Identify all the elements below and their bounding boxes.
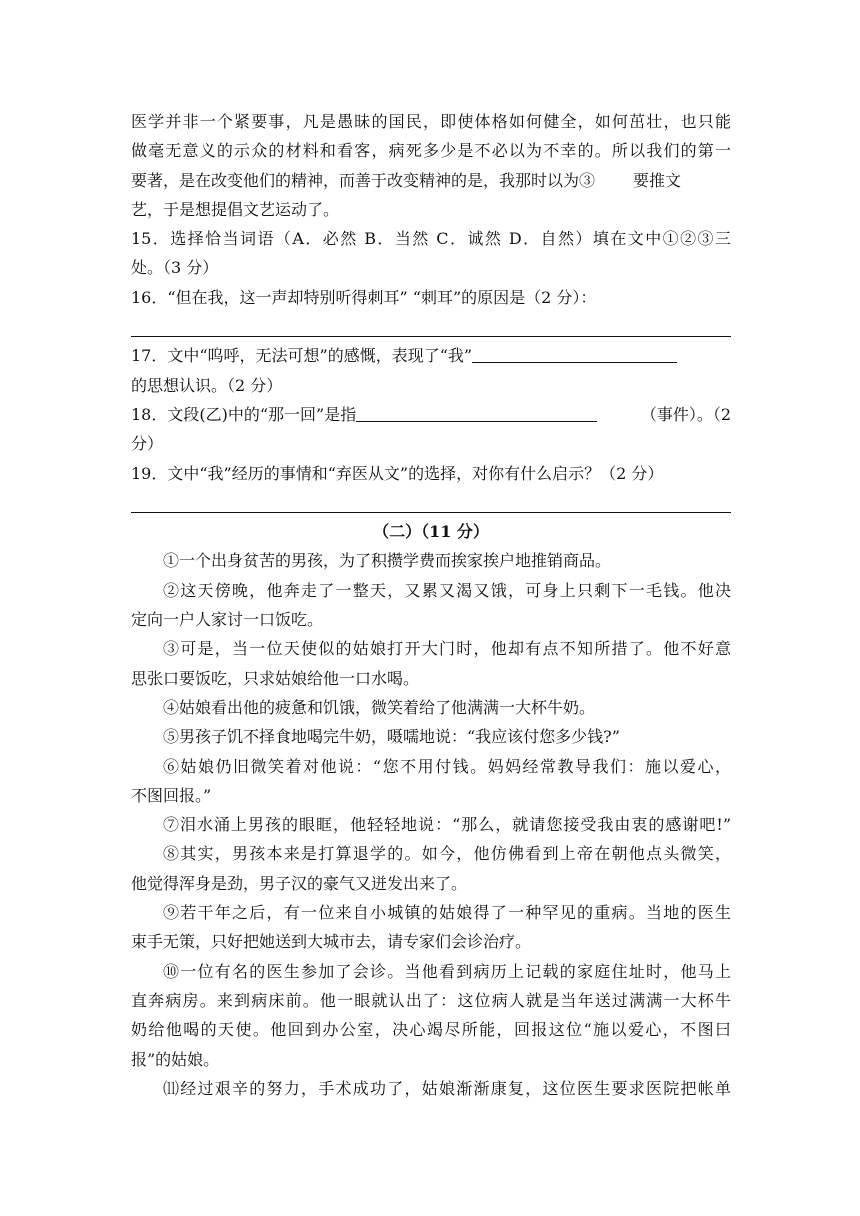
document-page xyxy=(131,107,731,1103)
passage-line: 医学并非一个紧要事，凡是愚昧的国民，即使体格如何健全，如何茁壮，也只能 xyxy=(131,112,731,131)
answer-blank-17[interactable] xyxy=(472,344,677,363)
question-16: 16．“但在我，这一声却特别听得刺耳” “刺耳”的原因是（2 分）： xyxy=(131,287,597,307)
story-passage xyxy=(131,546,731,1103)
answer-line-19[interactable] xyxy=(131,488,731,517)
story-line: 报”的姑娘。 xyxy=(131,1049,220,1069)
section-title: （二）（11 分） xyxy=(373,522,489,542)
story-line: 思张口要饭吃，只求姑娘给他一口水喝。 xyxy=(131,668,420,688)
story-line: 他觉得浑身是劲，男子汉的豪气又迸发出来了。 xyxy=(131,873,468,893)
passage-line: 做毫无意义的示众的材料和看客，病死多少是不必以为不幸的。所以我们的第一 xyxy=(131,141,731,161)
question-text: （事件）。（2 xyxy=(640,404,731,424)
question-17 xyxy=(131,341,731,370)
story-line: ⑦泪水涌上男孩的眼眶，他轻轻地说：“那么，就请您接受我由衷的感谢吧!” xyxy=(163,815,731,835)
story-line: 不图回报。” xyxy=(131,785,212,805)
question-15: 15．选择恰当词语（A．必然 B．当然 C．诚然 D．自然）填在文中①②③三 xyxy=(131,229,731,249)
story-line: ⑤男孩子饥不择食地喝完牛奶，嗫嚅地说：“我应该付您多少钱?” xyxy=(163,727,620,747)
passage-line: 艺，于是想提倡文艺运动了。 xyxy=(131,199,340,219)
story-line: ②这天傍晚，他奔走了一整天，又累又渴又饿，可身上只剩下一毛钱。他决 xyxy=(163,580,731,600)
answer-line-16[interactable] xyxy=(131,312,731,341)
story-line: ③可是，当一位天使似的姑娘打开大门时，他却有点不知所措了。他不好意 xyxy=(163,639,731,659)
story-line: ⑧其实，男孩本来是打算退学的。如今，他仿佛看到上帝在朝他点头微笑， xyxy=(163,844,731,864)
answer-blank-18[interactable] xyxy=(356,403,597,422)
question-text: 18．文段(乙)中的“那一回”是指 xyxy=(131,404,357,424)
question-18 xyxy=(131,400,731,429)
story-line: 定向一户人家讨一口饭吃。 xyxy=(131,610,324,630)
story-line: ④姑娘看出他的疲惫和饥饿，微笑着给了他满满一大杯牛奶。 xyxy=(163,697,596,717)
passage-text: 要著，是在改变他们的精神，而善于改变精神的是，我那时以为③ xyxy=(131,170,596,190)
question-18-cont: 分） xyxy=(131,434,164,454)
story-line: ①一个出身贫苦的男孩，为了积攒学费而挨家挨户地推销商品。 xyxy=(163,551,612,571)
story-line: 奶给他喝的天使。他回到办公室，决心竭尽所能，回报这位“施以爱心，不图曰 xyxy=(131,1020,731,1040)
story-line: ⑥姑娘仍旧微笑着对他说：“您不用付钱。妈妈经常教导我们：施以爱心， xyxy=(163,756,731,776)
question-17-cont: 的思想认识。（2 分） xyxy=(131,375,283,395)
passage-line xyxy=(131,166,731,195)
story-line: ⑨若干年之后，有一位来自小城镇的姑娘得了一种罕见的重病。当地的医生 xyxy=(163,903,731,923)
story-line: ⑾经过艰辛的努力，手术成功了，姑娘渐渐康复，这位医生要求医院把帐单 xyxy=(163,1078,731,1098)
story-line: 束手无策，只好把她送到大城市去，请专家们会诊治疗。 xyxy=(131,932,532,952)
question-15-cont: 处。（3 分） xyxy=(131,258,219,278)
story-line: 直奔病房。来到病床前。他一眼就认出了：这位病人就是当年送过满满一大杯牛 xyxy=(131,990,731,1010)
story-line: ⑩一位有名的医生参加了会诊。当他看到病历上记载的家庭住址时，他马上 xyxy=(163,961,731,981)
question-text: 17．文中“呜呼，无法可想”的感慨，表现了“我” xyxy=(131,346,473,366)
question-19: 19．文中“我”经历的事情和“弃医从文”的选择，对你有什么启示？（2 分） xyxy=(131,463,664,483)
passage-text: 要推文 xyxy=(633,170,682,190)
